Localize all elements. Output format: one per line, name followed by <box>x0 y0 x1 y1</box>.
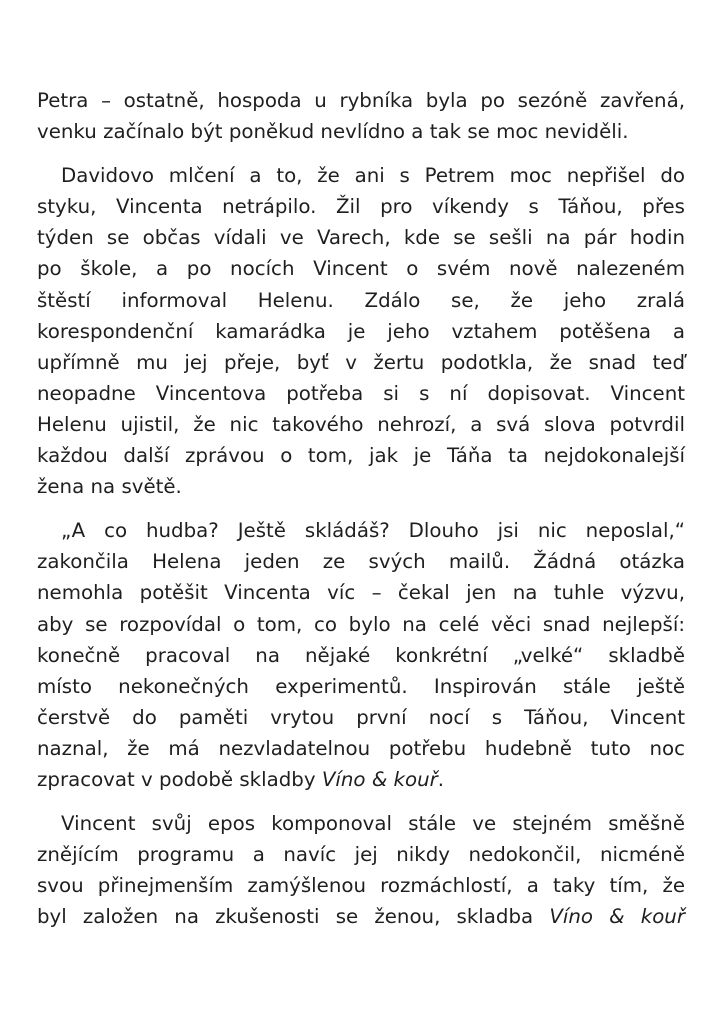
text-line: svou přinejmenším zamýšlenou rozmáchlostí, a taky tím, že <box>37 874 685 898</box>
paragraph-2 <box>37 160 685 502</box>
text-line: štěstí informoval Helenu. Zdálo se, že jeho zralá <box>37 288 685 312</box>
text-line: každou další zprávou o tom, jak je Táňa ta nejdokonalejší <box>37 444 685 468</box>
text-line: styku, Vincenta netrápilo. Žil pro víkendy s Táňou, přes <box>37 195 685 219</box>
text-line: žena na světě. <box>37 475 182 499</box>
text-line: venku začínalo být poněkud nevlídno a tak se moc neviděli. <box>37 120 629 144</box>
text-line: Petra – ostatně, hospoda u rybníka byla po sezóně zavřená, <box>37 89 685 112</box>
text-line: Davidovo mlčení a to, že ani s Petrem moc nepřišel do <box>61 164 685 188</box>
text-line: Helenu ujistil, že nic takového nehrozí, a svá slova potvrdil <box>37 412 685 436</box>
work-title: Víno & kouř <box>549 905 685 929</box>
text-line: „A co hudba? Ještě skládáš? Dlouho jsi nic neposlal,“ <box>61 519 685 543</box>
text-line <box>37 764 685 795</box>
text-run: zpracovat v podobě skladby <box>37 767 322 791</box>
paragraph-1 <box>37 85 685 147</box>
text-line: neopadne Vincentova potřeba si s ní dopisovat. Vincent <box>37 381 685 405</box>
text-line: znějícím programu a navíc jej nikdy nedokončil, nicméně <box>37 843 685 867</box>
text-line: konečně pracoval na nějaké konkrétní „velké“ skladbě <box>37 643 685 667</box>
text-line: nemohla potěšit Vincenta víc – čekal jen na tuhle výzvu, <box>37 581 685 605</box>
text-line: upřímně mu jej přeje, byť v žertu podotkla, že snad teď <box>37 350 685 374</box>
text-line: místo nekonečných experimentů. Inspirován stále ještě <box>37 674 685 698</box>
text-line: čerstvě do paměti vrytou první nocí s Táňou, Vincent <box>37 705 685 729</box>
text-line: Vincent svůj epos komponoval stále ve stejném směšně <box>61 812 685 836</box>
text-line: po škole, a po nocích Vincent o svém nově nalezeném <box>37 257 685 281</box>
text-line: zakončila Helena jeden ze svých mailů. Žádná otázka <box>37 550 685 574</box>
text-line: korespondenční kamarádka je jeho vztahem potěšena a <box>37 319 685 343</box>
text-line: týden se občas vídali ve Varech, kde se sešli na pár hodin <box>37 226 685 250</box>
text-run: byl založen na zkušenosti se ženou, skladba <box>37 905 550 929</box>
text-run: . <box>437 767 445 791</box>
text-line <box>37 901 685 932</box>
work-title: Víno & kouř <box>321 767 438 791</box>
paragraph-3 <box>37 515 685 795</box>
text-line: aby se rozpovídal o tom, co bylo na celé věci snad nejlepší: <box>37 612 685 636</box>
document-page <box>37 85 685 932</box>
paragraph-4 <box>37 808 685 932</box>
text-line: naznal, že má nezvladatelnou potřebu hudebně tuto noc <box>37 736 685 760</box>
